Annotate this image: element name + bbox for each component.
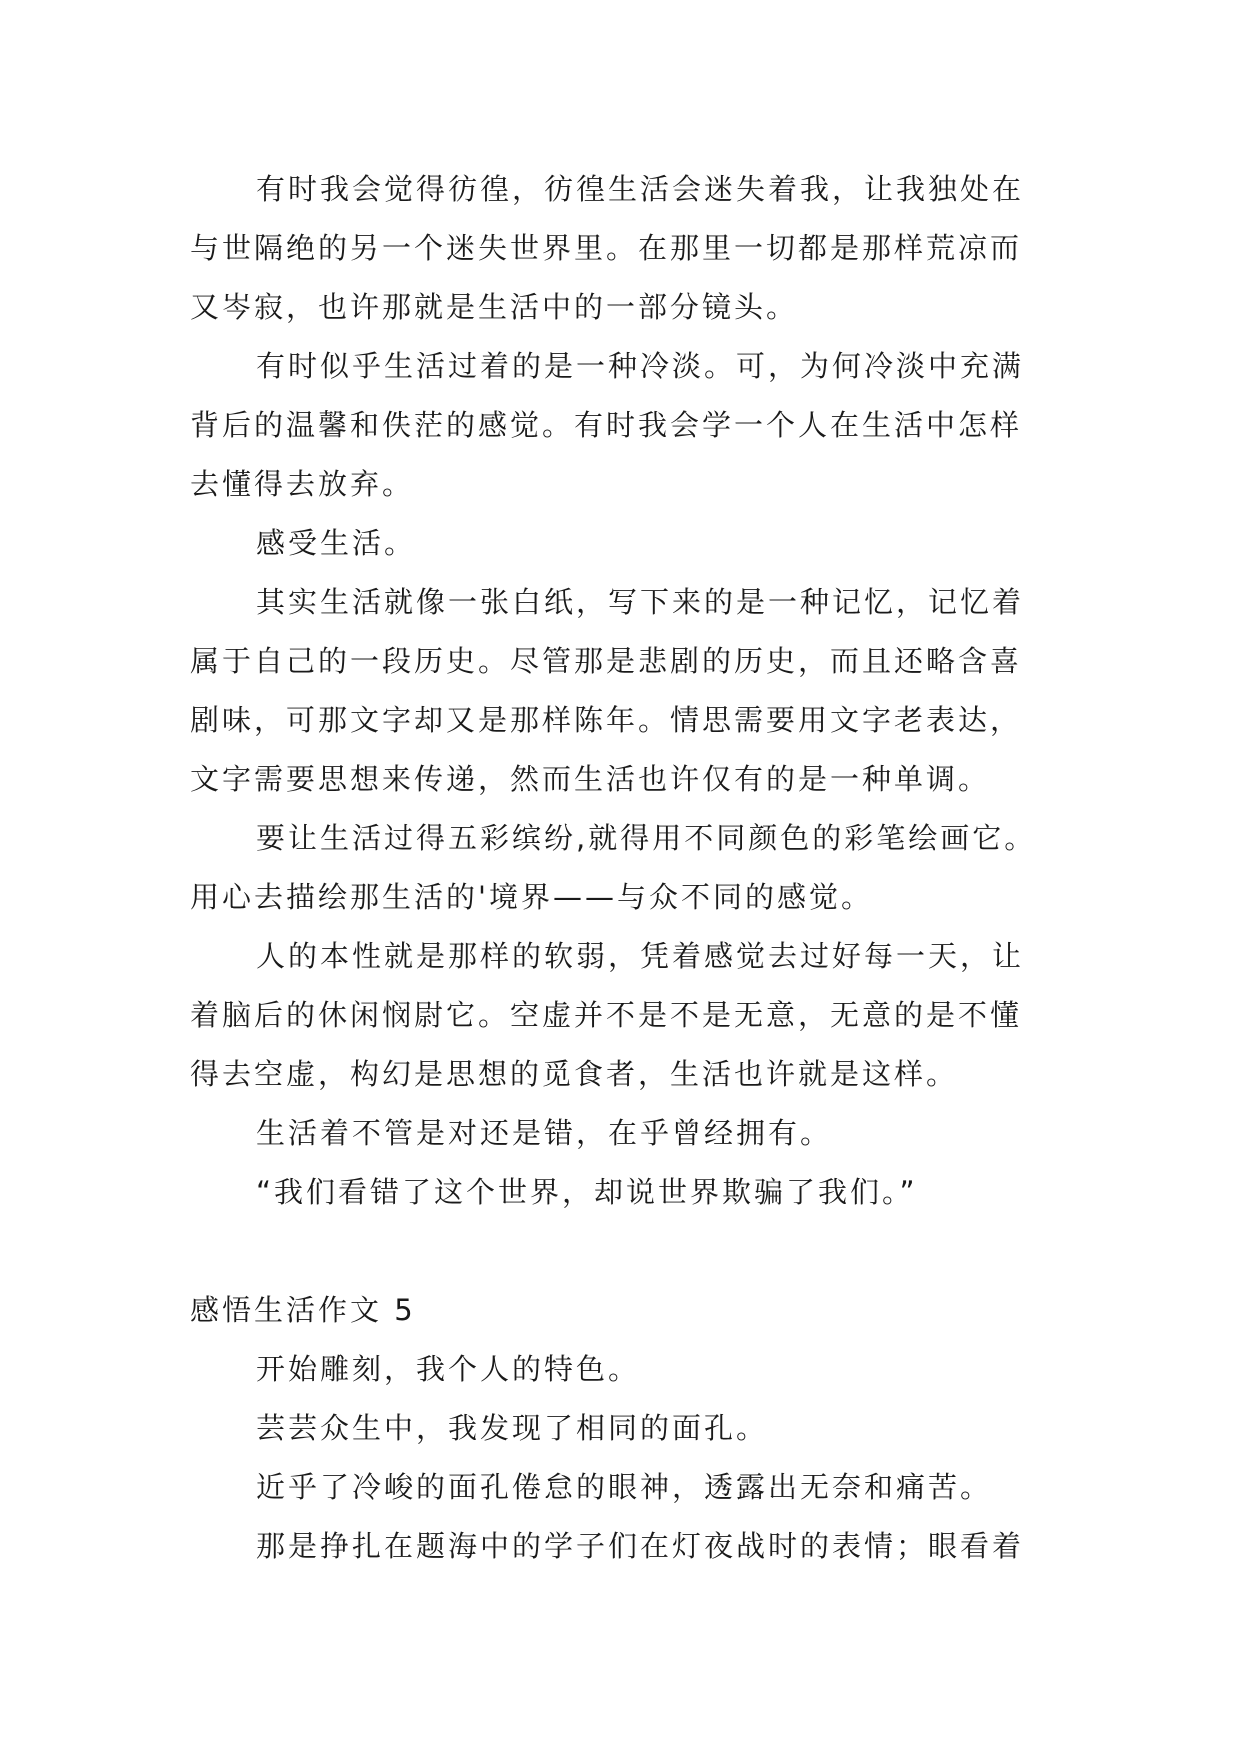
document-body xyxy=(190,160,1070,1576)
paragraph-line: 着脑后的休闲悯尉它。空虚并不是不是无意，无意的是不懂 xyxy=(190,998,1023,1032)
paragraph-line: 那是挣扎在题海中的学子们在灯夜战时的表情；眼看着 xyxy=(256,1529,1025,1563)
paragraph-line: 开始雕刻，我个人的特色。 xyxy=(256,1352,641,1386)
paragraph-line: 属于自己的一段历史。尽管那是悲剧的历史，而且还略含喜 xyxy=(190,644,1023,678)
paragraph-line: 有时我会觉得彷徨，彷徨生活会迷失着我，让我独处在 xyxy=(256,172,1025,206)
paragraph-line: 得去空虚，构幻是思想的觅食者，生活也许就是这样。 xyxy=(190,1057,959,1091)
paragraph-line: 又岑寂，也许那就是生活中的一部分镜头。 xyxy=(190,290,799,324)
paragraph-line: 生活着不管是对还是错，在乎曾经拥有。 xyxy=(256,1116,833,1150)
quote-line: “我们看错了这个世界，却说世界欺骗了我们。” xyxy=(256,1175,918,1209)
paragraph-line: 近乎了冷峻的面孔倦怠的眼神，透露出无奈和痛苦。 xyxy=(256,1470,993,1504)
paragraph-line: 感受生活。 xyxy=(256,526,417,560)
paragraph-line: 去懂得去放弃。 xyxy=(190,467,415,501)
paragraph-line: 有时似乎生活过着的是一种冷淡。可，为何冷淡中充满 xyxy=(256,349,1025,383)
paragraph-line: 文字需要思想来传递，然而生活也许仅有的是一种单调。 xyxy=(190,762,991,796)
paragraph-line: 其实生活就像一张白纸，写下来的是一种记忆，记忆着 xyxy=(256,585,1025,619)
section-heading: 感悟生活作文 5 xyxy=(190,1293,416,1327)
paragraph-line: 背后的温馨和佚茫的感觉。有时我会学一个人在生活中怎样 xyxy=(190,408,1023,442)
paragraph-line: 与世隔绝的另一个迷失世界里。在那里一切都是那样荒凉而 xyxy=(190,231,1023,265)
paragraph-line: 人的本性就是那样的软弱，凭着感觉去过好每一天，让 xyxy=(256,939,1025,973)
section-gap xyxy=(190,1222,1070,1281)
paragraph-line: 用心去描绘那生活的'境界——与众不同的感觉。 xyxy=(190,880,873,914)
paragraph-line: 芸芸众生中，我发现了相同的面孔。 xyxy=(256,1411,769,1445)
paragraph-line: 剧味，可那文字却又是那样陈年。情思需要用文字老表达， xyxy=(190,703,1023,737)
paragraph-line: 要让生活过得五彩缤纷,就得用不同颜色的彩笔绘画它。 xyxy=(256,821,1037,855)
